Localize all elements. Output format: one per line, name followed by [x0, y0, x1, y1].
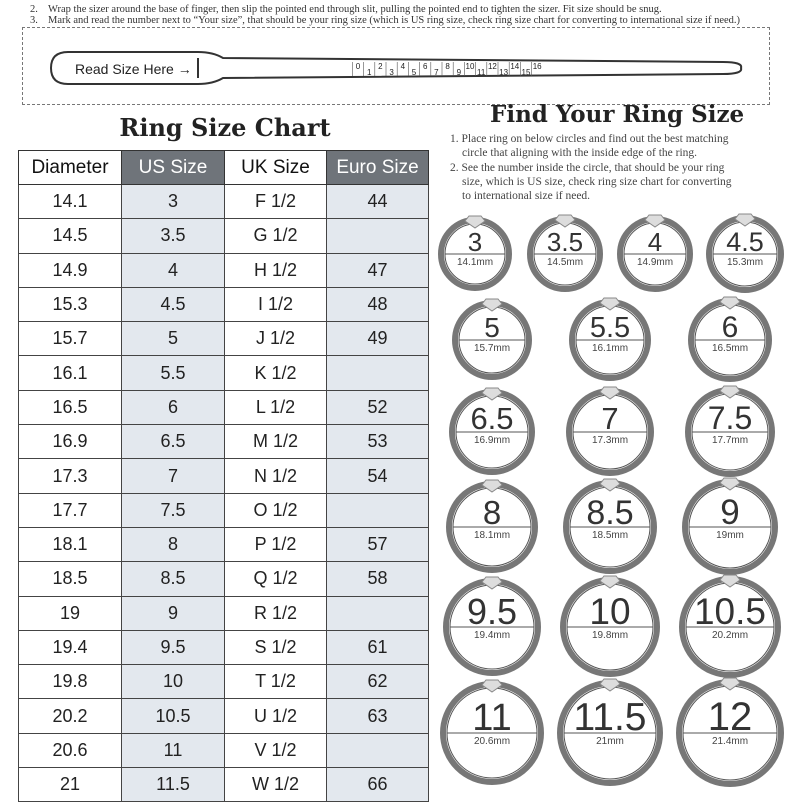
- header-diameter: Diameter: [19, 151, 122, 185]
- diameter-cell: 19.8: [19, 665, 122, 699]
- uk-size-cell: V 1/2: [225, 733, 327, 767]
- ring-size-circle: [572, 298, 648, 378]
- ring-size-circle: [569, 387, 651, 473]
- header-us-size: US Size: [122, 151, 225, 185]
- ring-size-circle: [455, 299, 529, 377]
- euro-size-cell: 52: [327, 390, 429, 424]
- diameter-cell: 21: [19, 768, 122, 802]
- us-size-cell: 4.5: [122, 287, 225, 321]
- ring-diameter-label: 21mm: [596, 736, 624, 747]
- diameter-cell: 14.9: [19, 253, 122, 287]
- us-size-cell: 6: [122, 390, 225, 424]
- scale-tick-label: 5: [411, 68, 417, 77]
- ring-diameter-label: 19.8mm: [591, 630, 629, 641]
- us-size-cell: 9.5: [122, 630, 225, 664]
- ring-diameter-label: 17.3mm: [591, 435, 629, 446]
- ring-size-circle: [688, 386, 772, 474]
- ring-size-circle: [691, 297, 769, 379]
- us-size-cell: 10: [122, 665, 225, 699]
- us-size-cell: 8.5: [122, 562, 225, 596]
- ring-us-size-label: 6.5: [470, 401, 514, 436]
- ring-us-size-label: 4: [647, 227, 663, 257]
- uk-size-cell: M 1/2: [225, 425, 327, 459]
- euro-size-cell: 63: [327, 699, 429, 733]
- ring-size-circle: [560, 679, 660, 783]
- diameter-cell: 20.6: [19, 733, 122, 767]
- euro-size-cell: 48: [327, 287, 429, 321]
- scale-tick-label: 1: [366, 68, 372, 77]
- uk-size-cell: S 1/2: [225, 630, 327, 664]
- scale-tick-label: 16: [532, 62, 542, 71]
- us-size-cell: 7: [122, 459, 225, 493]
- uk-size-cell: O 1/2: [225, 493, 327, 527]
- us-size-cell: 11: [122, 733, 225, 767]
- uk-size-cell: K 1/2: [225, 356, 327, 390]
- ring-us-size-label: 12: [707, 695, 753, 739]
- ring-size-circle: [449, 480, 535, 570]
- ring-diameter-label: 21.4mm: [711, 736, 749, 747]
- ring-size-circle: [452, 388, 532, 472]
- us-size-cell: 6.5: [122, 425, 225, 459]
- euro-size-cell: 47: [327, 253, 429, 287]
- sizer-instruction-3: 3. Mark and read the number next to “Your size”, that should be your ring size (which is US ring size, check ring size chart for converting to international size if need.): [30, 15, 741, 26]
- scale-tick-label: 0: [355, 62, 361, 71]
- ring-size-circle: [685, 478, 775, 572]
- ring-us-size-label: 10: [589, 591, 631, 632]
- scale-tick-label: 6: [422, 62, 428, 71]
- sizer-instruction-2: 2. Wrap the sizer around the base of finger, then slip the pointed end through slit, pulling the pointed end to tighten the sizer. Fit size should be snug.: [30, 4, 662, 15]
- scale-tick-label: 4: [400, 62, 406, 71]
- ring-size-circle: [446, 577, 538, 673]
- diameter-cell: 16.9: [19, 425, 122, 459]
- us-size-cell: 8: [122, 527, 225, 561]
- euro-size-cell: 44: [327, 185, 429, 219]
- ring-diameter-label: 16.9mm: [473, 435, 511, 446]
- ring-size-circle: [566, 479, 654, 571]
- ring-us-size-label: 5.5: [589, 312, 631, 344]
- us-size-cell: 11.5: [122, 768, 225, 802]
- uk-size-cell: F 1/2: [225, 185, 327, 219]
- diameter-cell: 14.5: [19, 219, 122, 253]
- ring-us-size-label: 10.5: [693, 591, 767, 632]
- uk-size-cell: G 1/2: [225, 219, 327, 253]
- ring-diameter-label: 19mm: [716, 530, 744, 541]
- ring-size-circle: [530, 215, 600, 289]
- uk-size-cell: U 1/2: [225, 699, 327, 733]
- diameter-cell: 15.3: [19, 287, 122, 321]
- scale-tick-label: 8: [445, 62, 450, 71]
- scale-tick-label: 10: [465, 62, 475, 71]
- ring-us-size-label: 9.5: [466, 591, 518, 632]
- diameter-cell: 17.3: [19, 459, 122, 493]
- uk-size-cell: P 1/2: [225, 527, 327, 561]
- diameter-cell: 14.1: [19, 185, 122, 219]
- ring-diameter-label: 17.7mm: [711, 435, 749, 446]
- ring-diameter-label: 16.1mm: [591, 343, 629, 354]
- diameter-cell: 16.1: [19, 356, 122, 390]
- uk-size-cell: N 1/2: [225, 459, 327, 493]
- ring-us-size-label: 6: [721, 311, 739, 344]
- ring-size-circle: [709, 214, 781, 290]
- uk-size-cell: H 1/2: [225, 253, 327, 287]
- ring-us-size-label: 3: [467, 227, 483, 257]
- euro-size-cell: 61: [327, 630, 429, 664]
- ring-diameter-label: 18.5mm: [591, 530, 629, 541]
- uk-size-cell: I 1/2: [225, 287, 327, 321]
- ring-diameter-label: 20.6mm: [473, 736, 511, 747]
- find-ring-size-title: Find Your Ring Size: [490, 101, 745, 128]
- ring-diameter-label: 18.1mm: [473, 530, 511, 541]
- us-size-cell: 9: [122, 596, 225, 630]
- euro-size-cell: 49: [327, 322, 429, 356]
- ring-diameter-label: 14.5mm: [546, 257, 584, 268]
- diameter-cell: 17.7: [19, 493, 122, 527]
- ring-size-circle: [620, 215, 690, 289]
- scale-tick-label: 15: [521, 68, 531, 77]
- ring-diameter-label: 16.5mm: [711, 343, 749, 354]
- diameter-cell: 19.4: [19, 630, 122, 664]
- ring-diameter-label: 14.1mm: [456, 257, 494, 268]
- scale-tick-label: 14: [510, 62, 520, 71]
- ring-size-circle: [682, 575, 778, 675]
- us-size-cell: 5: [122, 322, 225, 356]
- euro-size-cell: 57: [327, 527, 429, 561]
- diameter-cell: 16.5: [19, 390, 122, 424]
- scale-tick-label: 2: [378, 62, 383, 71]
- us-size-cell: 10.5: [122, 699, 225, 733]
- ring-us-size-label: 7: [601, 401, 619, 436]
- ring-diameter-label: 20.2mm: [711, 630, 749, 641]
- ring-us-size-label: 8.5: [586, 494, 634, 532]
- uk-size-cell: R 1/2: [225, 596, 327, 630]
- ring-diameter-label: 15.7mm: [473, 343, 511, 354]
- ring-diameter-label: 19.4mm: [473, 630, 511, 641]
- us-size-cell: 5.5: [122, 356, 225, 390]
- ring-diameter-label: 15.3mm: [726, 257, 764, 268]
- ring-size-circle: [443, 680, 541, 782]
- header-euro-size: Euro Size: [327, 151, 429, 185]
- diameter-cell: 19: [19, 596, 122, 630]
- ring-us-size-label: 9: [720, 493, 740, 532]
- finder-instruction-2: 2. See the number inside the circle, that should be your ring size, which is US size, check ring size chart for converting to international size if need.: [450, 162, 732, 202]
- euro-size-cell: 58: [327, 562, 429, 596]
- euro-size-cell: 53: [327, 425, 429, 459]
- us-size-cell: 7.5: [122, 493, 225, 527]
- euro-size-cell: 66: [327, 768, 429, 802]
- diameter-cell: 18.1: [19, 527, 122, 561]
- ring-size-circle: [441, 216, 509, 288]
- scale-tick-label: 12: [487, 62, 497, 71]
- ring-us-size-label: 5: [484, 312, 500, 343]
- euro-size-cell: 62: [327, 665, 429, 699]
- scale-tick-label: 9: [456, 68, 462, 77]
- ring-diameter-label: 14.9mm: [636, 257, 674, 268]
- ring-us-size-label: 8: [482, 494, 502, 531]
- finder-instruction-1: 1. Place ring on below circles and find out the best matching circle that aligning with the inside edge of the ring.: [450, 133, 729, 159]
- ring-us-size-label: 7.5: [707, 400, 753, 436]
- scale-tick-label: 3: [389, 68, 394, 77]
- read-size-label: Read Size Here →: [75, 61, 192, 77]
- ring-us-size-label: 11.5: [573, 696, 647, 739]
- diameter-cell: 20.2: [19, 699, 122, 733]
- uk-size-cell: L 1/2: [225, 390, 327, 424]
- uk-size-cell: W 1/2: [225, 768, 327, 802]
- ring-us-size-label: 11: [472, 697, 512, 739]
- scale-tick-label: 11: [477, 68, 486, 77]
- us-size-cell: 3.5: [122, 219, 225, 253]
- diameter-cell: 15.7: [19, 322, 122, 356]
- ring-us-size-label: 3.5: [546, 227, 584, 257]
- ring-size-circle: [563, 576, 657, 674]
- uk-size-cell: J 1/2: [225, 322, 327, 356]
- us-size-cell: 3: [122, 185, 225, 219]
- ring-size-circle: [679, 678, 781, 784]
- uk-size-cell: T 1/2: [225, 665, 327, 699]
- ring-us-size-label: 4.5: [726, 227, 764, 257]
- ring-size-chart-title: Ring Size Chart: [119, 113, 331, 142]
- uk-size-cell: Q 1/2: [225, 562, 327, 596]
- us-size-cell: 4: [122, 253, 225, 287]
- header-uk-size: UK Size: [225, 151, 327, 185]
- diameter-cell: 18.5: [19, 562, 122, 596]
- euro-size-cell: 54: [327, 459, 429, 493]
- scale-tick-label: 7: [434, 68, 439, 77]
- scale-tick-label: 13: [499, 68, 509, 77]
